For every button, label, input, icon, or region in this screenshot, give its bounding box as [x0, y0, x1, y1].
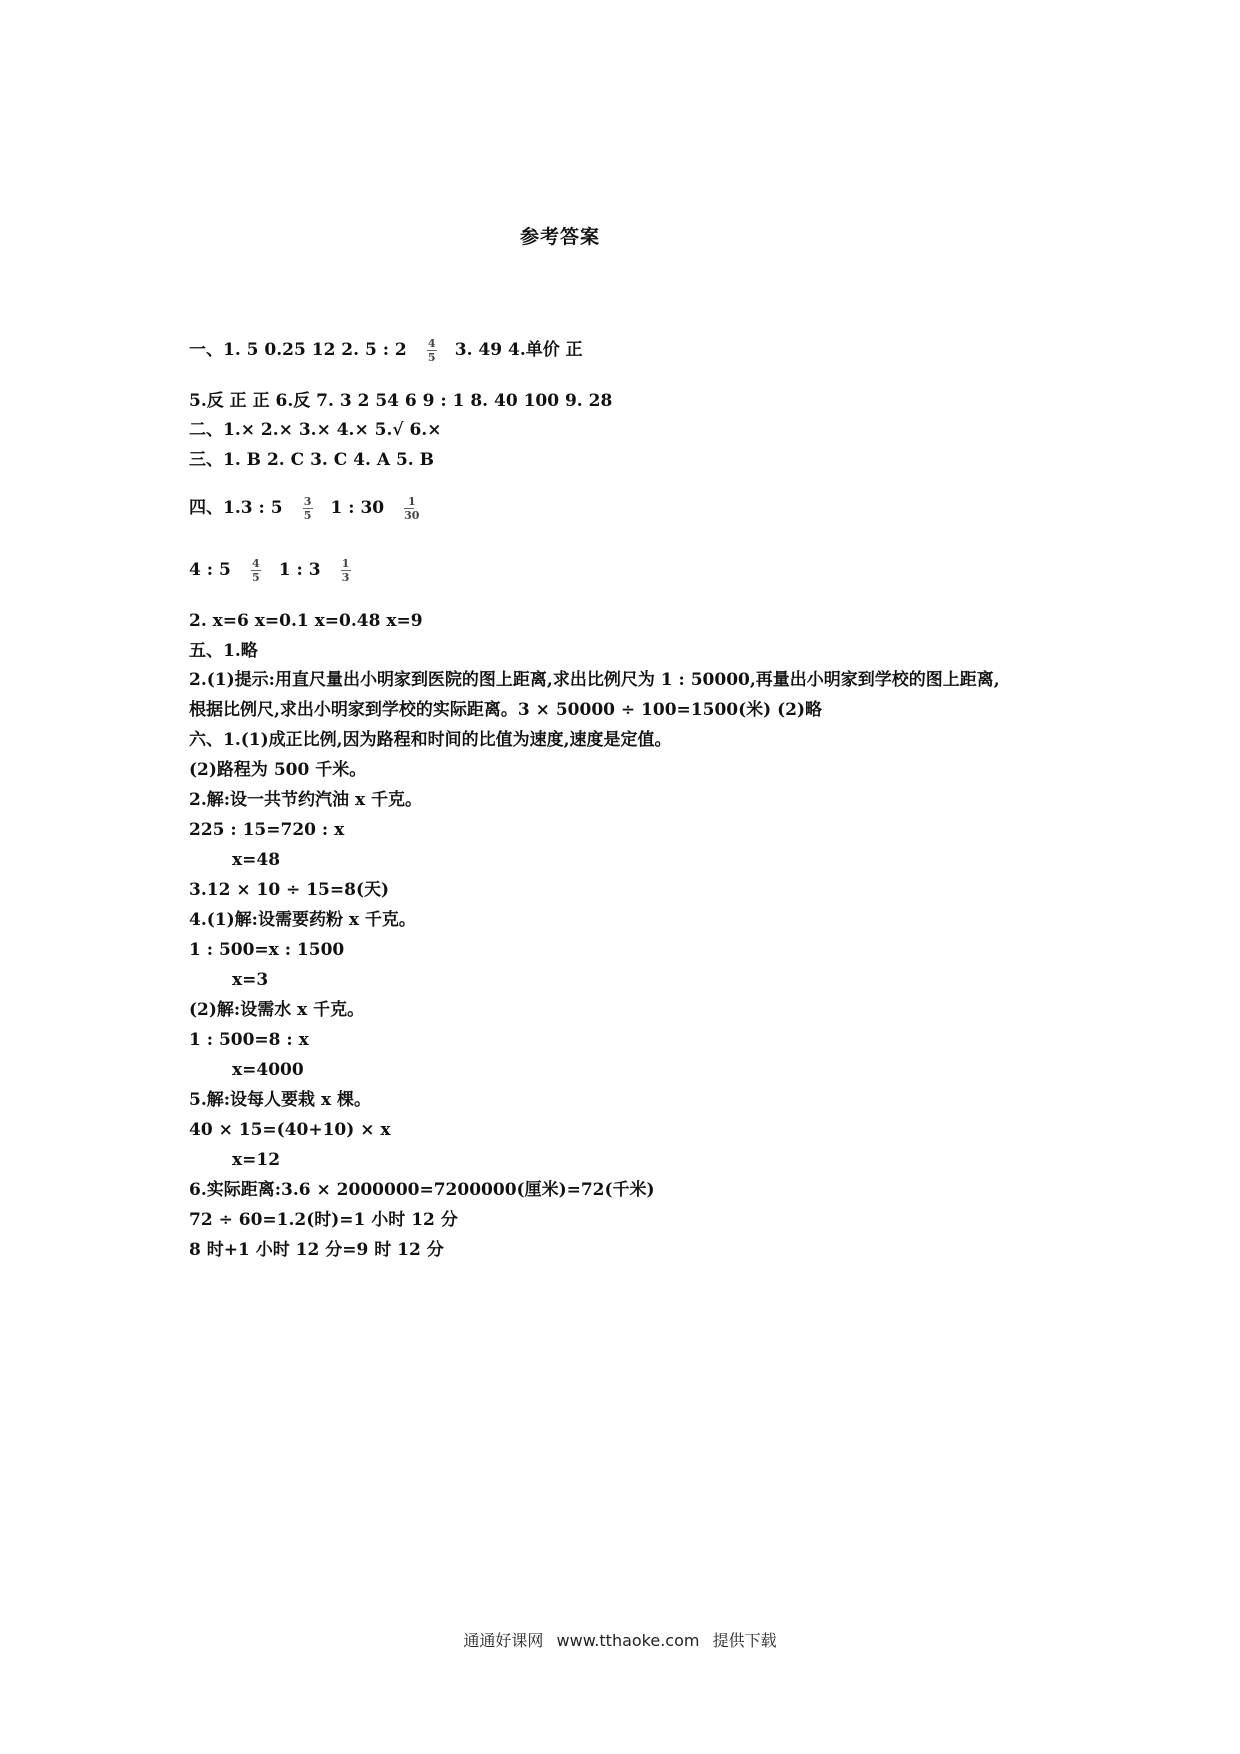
page-footer	[0, 1628, 1240, 1651]
answer-line: 6.实际距离:3.6 × 2000000=7200000(厘米)=72(千米)	[189, 1180, 655, 1200]
footer-url: www.tthaoke.com	[556, 1631, 700, 1650]
answer-text: 1 : 30	[330, 498, 385, 518]
answer-line-1	[189, 338, 583, 363]
fraction: $\frac{1}{3}$	[341, 557, 350, 584]
answer-line-5	[189, 496, 437, 521]
answer-line: 4.(1)解:设需要药粉 x 千克。	[189, 910, 416, 930]
answer-line: x=48	[232, 850, 281, 870]
answer-line: 8 时+1 小时 12 分=9 时 12 分	[189, 1240, 444, 1260]
answer-line: 72 ÷ 60=1.2(时)=1 小时 12 分	[189, 1210, 458, 1230]
answer-line: 3.12 × 10 ÷ 15=8(天)	[189, 880, 390, 900]
answer-line-6	[189, 558, 369, 583]
answer-line-4: 三、1. B 2. C 3. C 4. A 5. B	[189, 450, 434, 470]
answer-text: 3. 49 4.单价 正	[454, 340, 583, 360]
answer-line: 2.(1)提示:用直尺量出小明家到医院的图上距离,求出比例尺为 1 : 50000,再量出小明家到学校的图上距离,	[189, 670, 1000, 690]
fraction: $\frac{1}{30}$	[404, 495, 420, 522]
answer-line: (2)解:设需水 x 千克。	[189, 1000, 365, 1020]
answer-line: x=4000	[232, 1060, 304, 1080]
answer-text: 4 : 5	[189, 560, 231, 580]
answer-line: 2. x=6 x=0.1 x=0.48 x=9	[189, 611, 423, 631]
answer-line: 2.解:设一共节约汽油 x 千克。	[189, 790, 422, 810]
answer-line: 1 : 500=x : 1500	[189, 940, 345, 960]
page-title: 参考答案	[519, 226, 600, 248]
answer-line: x=12	[232, 1150, 281, 1170]
answer-line: 1 : 500=8 : x	[189, 1030, 309, 1050]
answer-line: 225 : 15=720 : x	[189, 820, 345, 840]
footer-site-name: 通通好课网	[463, 1631, 544, 1650]
answer-line: x=3	[232, 970, 269, 990]
footer-suffix: 提供下载	[712, 1631, 777, 1650]
fraction: $\frac{3}{5}$	[303, 495, 312, 522]
answer-line: 5.解:设每人要栽 x 棵。	[189, 1090, 371, 1110]
answer-line-2: 5.反 正 正 6.反 7. 3 2 54 6 9 : 1 8. 40 100 9. 28	[189, 391, 613, 411]
fraction: $\frac{4}{5}$	[251, 557, 260, 584]
answer-line: 40 × 15=(40+10) × x	[189, 1120, 391, 1140]
answer-text: 四、1.3 : 5	[189, 498, 283, 518]
answer-text: 1 : 3	[278, 560, 321, 580]
answer-line-3: 二、1.× 2.× 3.× 4.× 5.√ 6.×	[189, 420, 442, 440]
answer-text: 一、1. 5 0.25 12 2. 5 : 2	[189, 340, 407, 360]
fraction: $\frac{4}{5}$	[427, 337, 436, 364]
answer-line: (2)路程为 500 千米。	[189, 760, 367, 780]
answer-line: 五、1.略	[189, 641, 258, 661]
answer-line: 根据比例尺,求出小明家到学校的实际距离。3 × 50000 ÷ 100=1500(米) (2)略	[189, 700, 823, 720]
answer-line: 六、1.(1)成正比例,因为路程和时间的比值为速度,速度是定值。	[189, 730, 672, 750]
